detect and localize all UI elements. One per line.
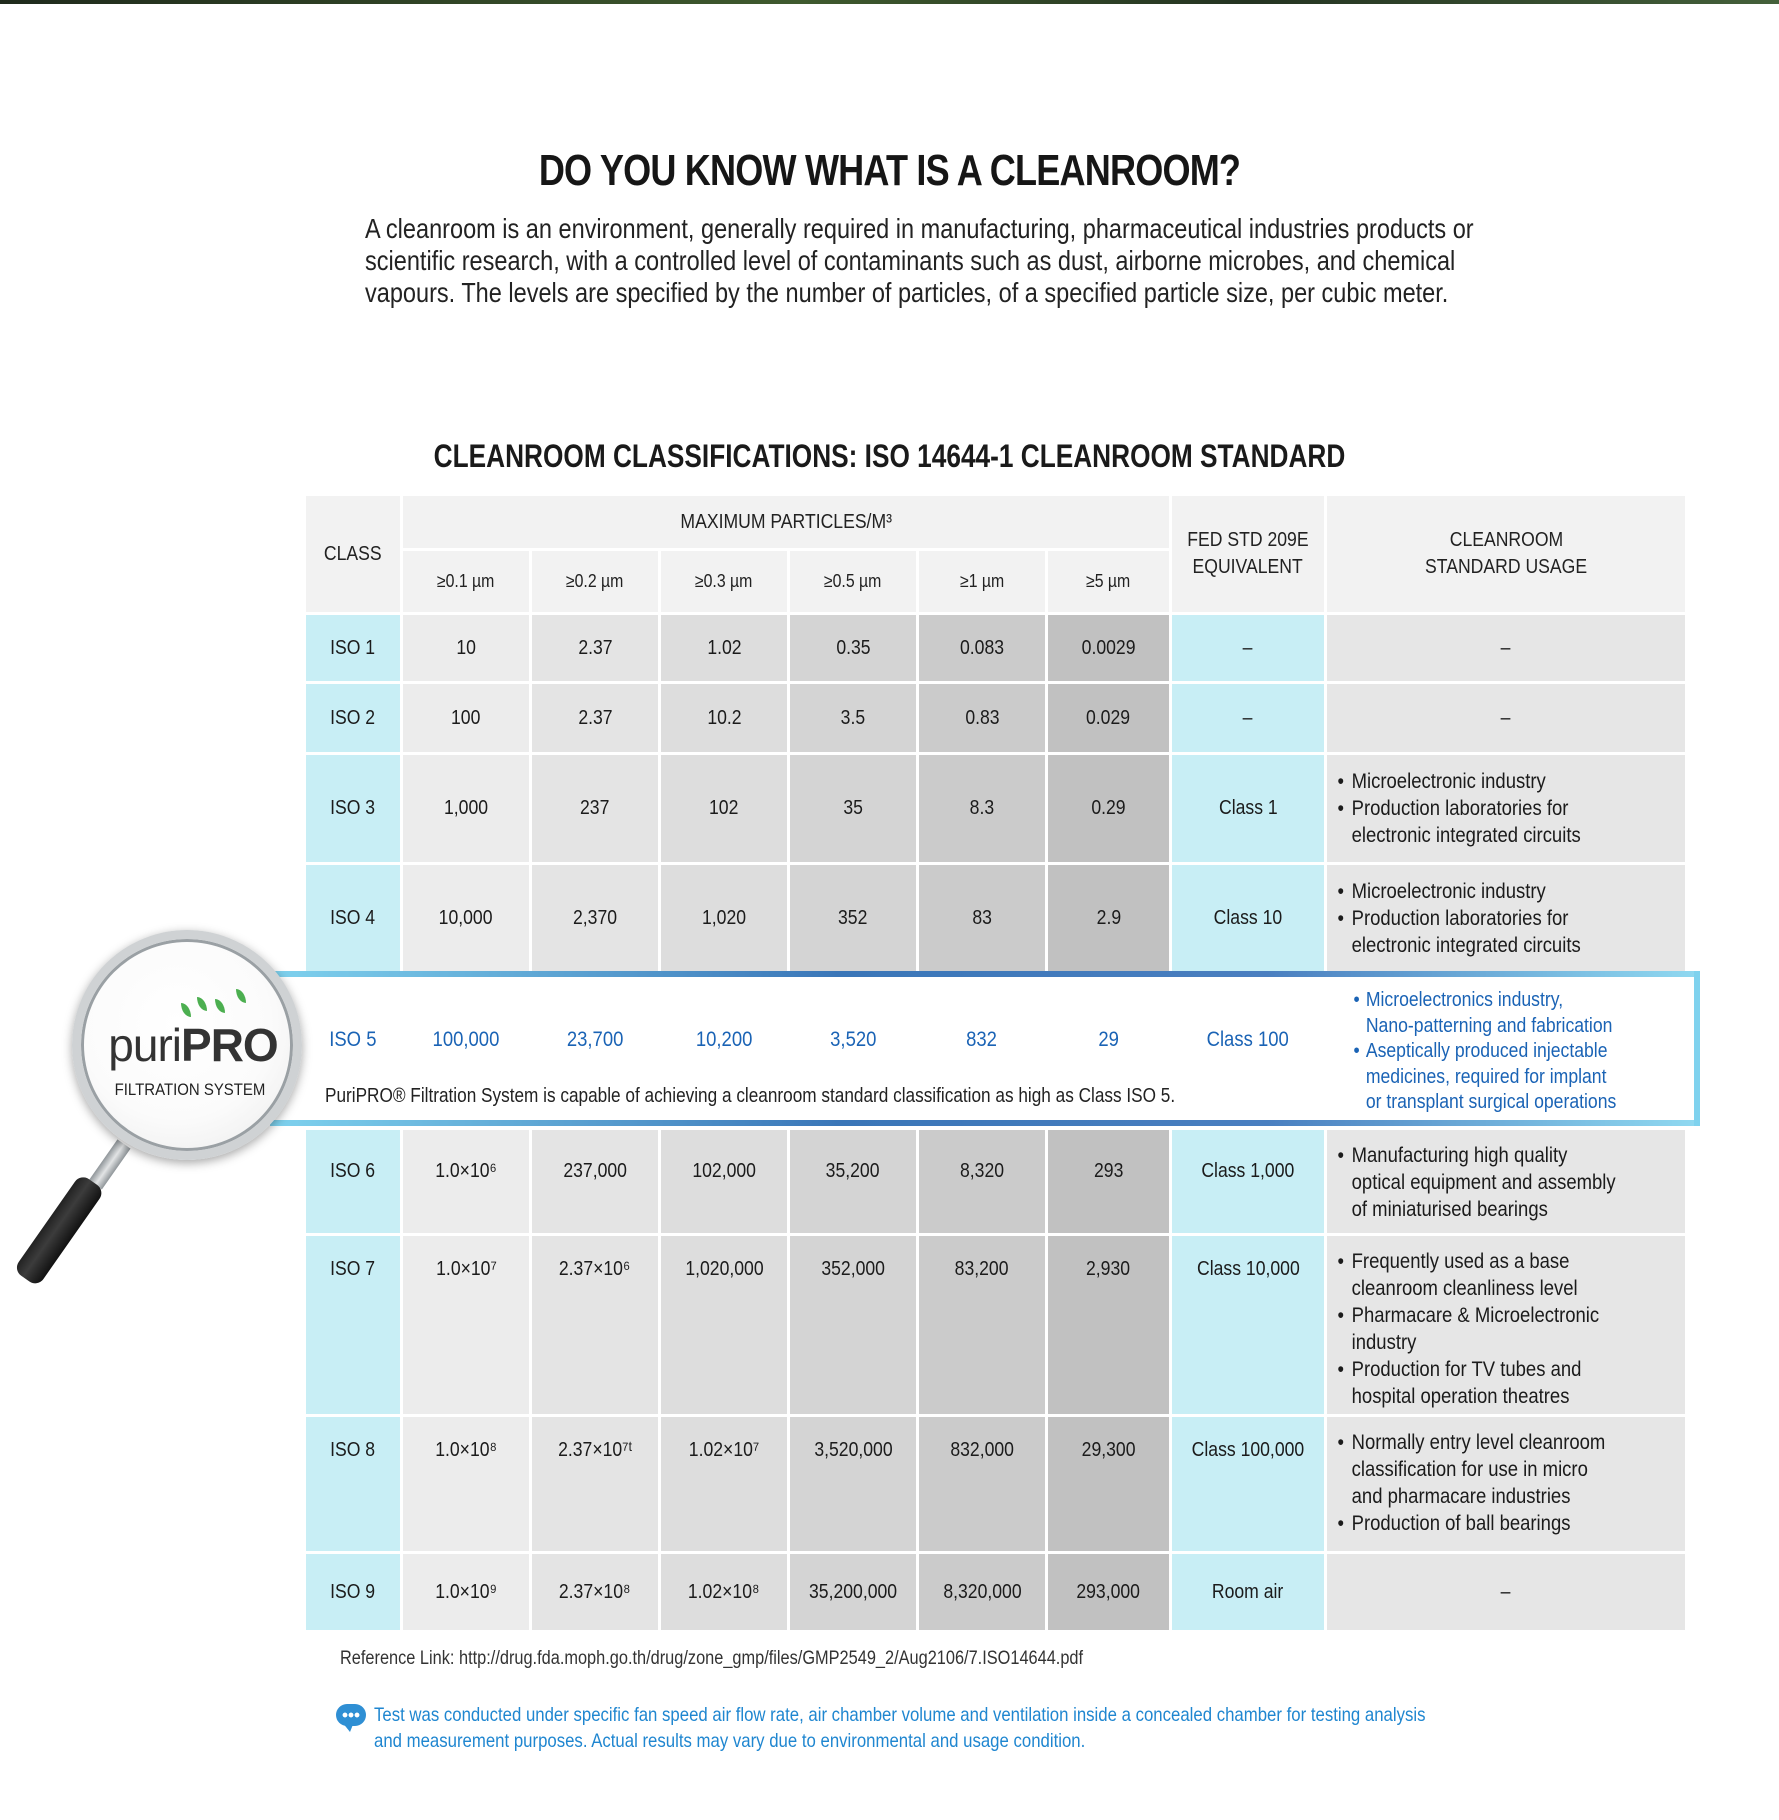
- fed-equivalent: Class 10,000: [1172, 1236, 1324, 1414]
- usage-cell: [1327, 1236, 1685, 1414]
- header-class: CLASS: [306, 496, 400, 612]
- row-class: ISO 7: [306, 1236, 400, 1414]
- usage-cell: –: [1327, 1554, 1685, 1630]
- table-cell: 352: [790, 865, 916, 971]
- table-cell: 293,000: [1048, 1554, 1169, 1630]
- leaf-icon: [197, 997, 207, 1011]
- usage-item: • Microelectronics industry, Nano-patterning and fabrication: [1366, 988, 1616, 1039]
- puripro-magnifier-logo: [38, 930, 318, 1310]
- magnifier-neck: [89, 1139, 131, 1189]
- table-cell: 0.029: [1048, 684, 1169, 752]
- fed-equivalent: Class 10: [1172, 865, 1324, 971]
- magnifier-handle: [13, 1173, 105, 1287]
- table-cell: 1.0×10⁹: [403, 1554, 529, 1630]
- table-cell: 3.5: [790, 684, 916, 752]
- leaf-icon: [215, 999, 225, 1013]
- table-cell: 1.02×10⁸: [661, 1554, 787, 1630]
- table-cell: 2,930: [1048, 1236, 1169, 1414]
- usage-item: • Frequently used as a base cleanroom cleanliness level: [1352, 1248, 1600, 1302]
- usage-item: • Manufacturing high quality optical equipment and assembly of miniaturised bearings: [1352, 1142, 1616, 1223]
- table-cell: 2.37×10⁸: [532, 1554, 658, 1630]
- usage-item: • Normally entry level cleanroom classification for use in micro and pharmacare industries: [1352, 1429, 1606, 1510]
- table-cell: 10.2: [661, 684, 787, 752]
- disclaimer-line: and measurement purposes. Actual results may vary due to environmental and usage condition.: [374, 1730, 1086, 1752]
- table-cell: 10: [403, 615, 529, 681]
- table-cell: 293: [1048, 1130, 1169, 1233]
- table-cell: 1,020: [661, 865, 787, 971]
- leaf-icon: [236, 989, 246, 1003]
- filtration-system-label: FILTRATION SYSTEM: [114, 1080, 266, 1099]
- header-max-particles: MAXIMUM PARTICLES/M³: [403, 496, 1169, 548]
- table-cell: 29,300: [1048, 1417, 1169, 1551]
- top-banner-strip: [0, 0, 1779, 4]
- table-cell: 8.3: [919, 755, 1045, 862]
- usage-item: • Production laboratories for electronic integrated circuits: [1352, 905, 1581, 959]
- row-class: ISO 8: [306, 1417, 400, 1551]
- row-class: ISO 2: [306, 684, 400, 752]
- table-cell: 1.0×10⁷: [403, 1236, 529, 1414]
- table-cell: 35: [790, 755, 916, 862]
- header-usage: CLEANROOM STANDARD USAGE: [1327, 496, 1685, 612]
- usage-cell: [1327, 865, 1685, 971]
- speech-bubble-icon: [336, 1704, 366, 1726]
- fed-equivalent: Class 1: [1172, 755, 1324, 862]
- table-cell: 102,000: [661, 1130, 787, 1233]
- table-cell: 2.37: [532, 615, 658, 681]
- intro-paragraph: [365, 213, 1474, 309]
- table-cell: 0.29: [1048, 755, 1169, 862]
- usage-item: • Microelectronic industry: [1352, 878, 1581, 905]
- table-cell: 23,700: [566, 1028, 624, 1051]
- row-class: ISO 4: [306, 865, 400, 971]
- table-cell: 29: [1098, 1028, 1119, 1051]
- fed-equivalent: Class 1,000: [1172, 1130, 1324, 1233]
- table-cell: 3,520: [829, 1028, 877, 1051]
- table-cell: 0.083: [919, 615, 1045, 681]
- table-cell: 1.0×10⁶: [403, 1130, 529, 1233]
- usage-cell: –: [1327, 684, 1685, 752]
- table-cell: 2.37×10⁷ᵗ: [532, 1417, 658, 1551]
- header-size: ≥1 µm: [919, 551, 1045, 612]
- header-fed-std: FED STD 209E EQUIVALENT: [1172, 496, 1324, 612]
- fed-equivalent: –: [1172, 684, 1324, 752]
- puripro-capability-note: PuriPRO® Filtration System is capable of achieving a cleanroom standard classification as high as Class ISO 5.: [325, 1085, 1176, 1107]
- table-cell: 1.02: [661, 615, 787, 681]
- table-cell: 2.37: [532, 684, 658, 752]
- table-cell: 0.35: [790, 615, 916, 681]
- puripro-wordmark: puriPRO: [108, 1019, 278, 1071]
- table-cell: 8,320,000: [919, 1554, 1045, 1630]
- row-class: ISO 3: [306, 755, 400, 862]
- table-cell: 83: [919, 865, 1045, 971]
- usage-item: • Production of ball bearings: [1352, 1510, 1606, 1537]
- table-cell: 35,200: [790, 1130, 916, 1233]
- leaf-icon: [181, 1003, 191, 1017]
- table-cell: 2,370: [532, 865, 658, 971]
- table-cell: 237: [532, 755, 658, 862]
- row-class: ISO 9: [306, 1554, 400, 1630]
- fed-equivalent: Class 100,000: [1172, 1417, 1324, 1551]
- header-size: ≥0.3 µm: [661, 551, 787, 612]
- header-size: ≥0.2 µm: [532, 551, 658, 612]
- usage-item: • Production for TV tubes and hospital operation theatres: [1352, 1356, 1600, 1410]
- fed-equivalent: –: [1172, 615, 1324, 681]
- usage-cell: [1327, 1417, 1685, 1551]
- table-cell: 352,000: [790, 1236, 916, 1414]
- table-cell: 3,520,000: [790, 1417, 916, 1551]
- test-disclaimer: [374, 1702, 1425, 1754]
- row-class: ISO 1: [306, 615, 400, 681]
- table-cell: 8,320: [919, 1130, 1045, 1233]
- usage-item: • Aseptically produced injectable medicines, required for implant or transplant surgical operations: [1366, 1039, 1616, 1116]
- table-cell: 0.0029: [1048, 615, 1169, 681]
- table-title: CLEANROOM CLASSIFICATIONS: ISO 14644-1 CLEANROOM STANDARD: [433, 438, 1346, 474]
- fed-equivalent: Class 100: [1206, 1028, 1290, 1051]
- table-cell: 2.37×10⁶: [532, 1236, 658, 1414]
- page-title: DO YOU KNOW WHAT IS A CLEANROOM?: [538, 146, 1241, 195]
- header-size: ≥0.5 µm: [790, 551, 916, 612]
- table-cell: 2.9: [1048, 865, 1169, 971]
- table-cell: 10,000: [403, 865, 529, 971]
- table-cell: 100,000: [432, 1028, 500, 1051]
- usage-item: • Microelectronic industry: [1352, 768, 1581, 795]
- row-class: ISO 6: [306, 1130, 400, 1233]
- disclaimer-line: Test was conducted under specific fan speed air flow rate, air chamber volume and ventilation inside a concealed chamber for testing analysis: [374, 1704, 1426, 1726]
- table-cell: 1.02×10⁷: [661, 1417, 787, 1551]
- table-cell: 1.0×10⁸: [403, 1417, 529, 1551]
- table-cell: 237,000: [532, 1130, 658, 1233]
- usage-cell: [1327, 1130, 1685, 1233]
- usage-cell: [1327, 755, 1685, 862]
- table-cell: 0.83: [919, 684, 1045, 752]
- intro-line: scientific research, with a controlled level of contaminants such as dust, airborne microbes, and chemical: [365, 245, 1456, 276]
- table-cell: 35,200,000: [790, 1554, 916, 1630]
- table-cell: 102: [661, 755, 787, 862]
- usage-cell-highlight: [1350, 988, 1616, 1116]
- row-class: ISO 5: [329, 1028, 377, 1051]
- header-size: ≥0.1 µm: [403, 551, 529, 612]
- intro-line: vapours. The levels are specified by the number of particles, of a specified particle size, per cubic meter.: [365, 277, 1449, 308]
- intro-line: A cleanroom is an environment, generally required in manufacturing, pharmaceutical industries products or: [365, 213, 1474, 244]
- fed-equivalent: Room air: [1172, 1554, 1324, 1630]
- usage-item: • Pharmacare & Microelectronic industry: [1352, 1302, 1600, 1356]
- table-cell: 83,200: [919, 1236, 1045, 1414]
- table-cell: 1,000: [403, 755, 529, 862]
- reference-link: Reference Link: http://drug.fda.moph.go.th/drug/zone_gmp/files/GMP2549_2/Aug2106/7.ISO14644.pdf: [340, 1648, 1084, 1669]
- table-cell: 832,000: [919, 1417, 1045, 1551]
- table-cell: 100: [403, 684, 529, 752]
- table-cell: 10,200: [695, 1028, 753, 1051]
- header-size: ≥5 µm: [1048, 551, 1169, 612]
- usage-cell: –: [1327, 615, 1685, 681]
- usage-item: • Production laboratories for electronic integrated circuits: [1352, 795, 1581, 849]
- table-cell: 1,020,000: [661, 1236, 787, 1414]
- table-cell: 832: [966, 1028, 998, 1051]
